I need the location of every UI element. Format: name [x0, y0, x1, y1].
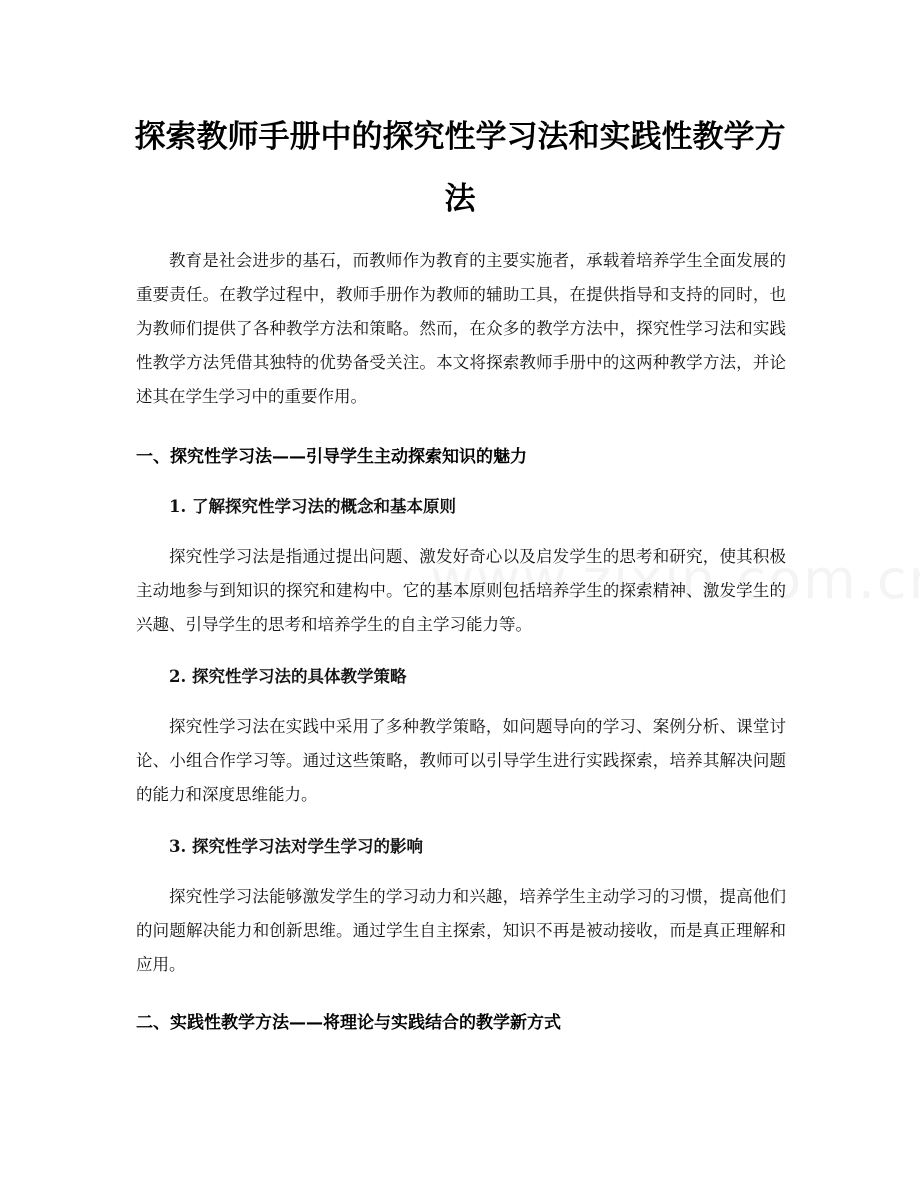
subsection-3-paragraph: 探究性学习法能够激发学生的学习动力和兴趣，培养学生主动学习的习惯，提高他们的问题解决能力和创新思维。通过学生自主探索，知识不再是被动接收，而是真正理解和应用。 [136, 887, 786, 974]
document-title: 探索教师手册中的探究性学习法和实践性教学方法 [134, 119, 786, 217]
section-1-heading: 一、探究性学习法——引导学生主动探索知识的魅力 [136, 447, 527, 467]
section-2-heading: 二、实践性教学方法——将理论与实践结合的教学新方式 [136, 1013, 561, 1033]
subsection-2-paragraph: 探究性学习法在实践中采用了多种教学策略，如问题导向的学习、案例分析、课堂讨论、小组合作学习等。通过这些策略，教师可以引导学生进行实践探索，培养其解决问题的能力和深度思维能力。 [136, 717, 786, 804]
subsection-1-heading: 1. 了解探究性学习法的概念和基本原则 [169, 497, 456, 516]
subsection-3-heading: 3. 探究性学习法对学生学习的影响 [169, 837, 423, 856]
subsection-1-paragraph: 探究性学习法是指通过提出问题、激发好奇心以及启发学生的思考和研究，使其积极主动地参与到知识的探究和建构中。它的基本原则包括培养学生的探索精神、激发学生的兴趣、引导学生的思考和培养学生的自主学习能力等。 [136, 547, 786, 634]
intro-paragraph: 教育是社会进步的基石，而教师作为教育的主要实施者，承载着培养学生全面发展的重要责任。在教学过程中，教师手册作为教师的辅助工具，在提供指导和支持的同时，也为教师们提供了各种教学方法和策略。然而，在众多的教学方法中，探究性学习法和实践性教学方法凭借其独特的优势备受关注。本文将探索教师手册中的这两种教学方法，并论述其在学生学习中的重要作用。 [136, 251, 786, 406]
subsection-2-heading: 2. 探究性学习法的具体教学策略 [169, 667, 407, 686]
